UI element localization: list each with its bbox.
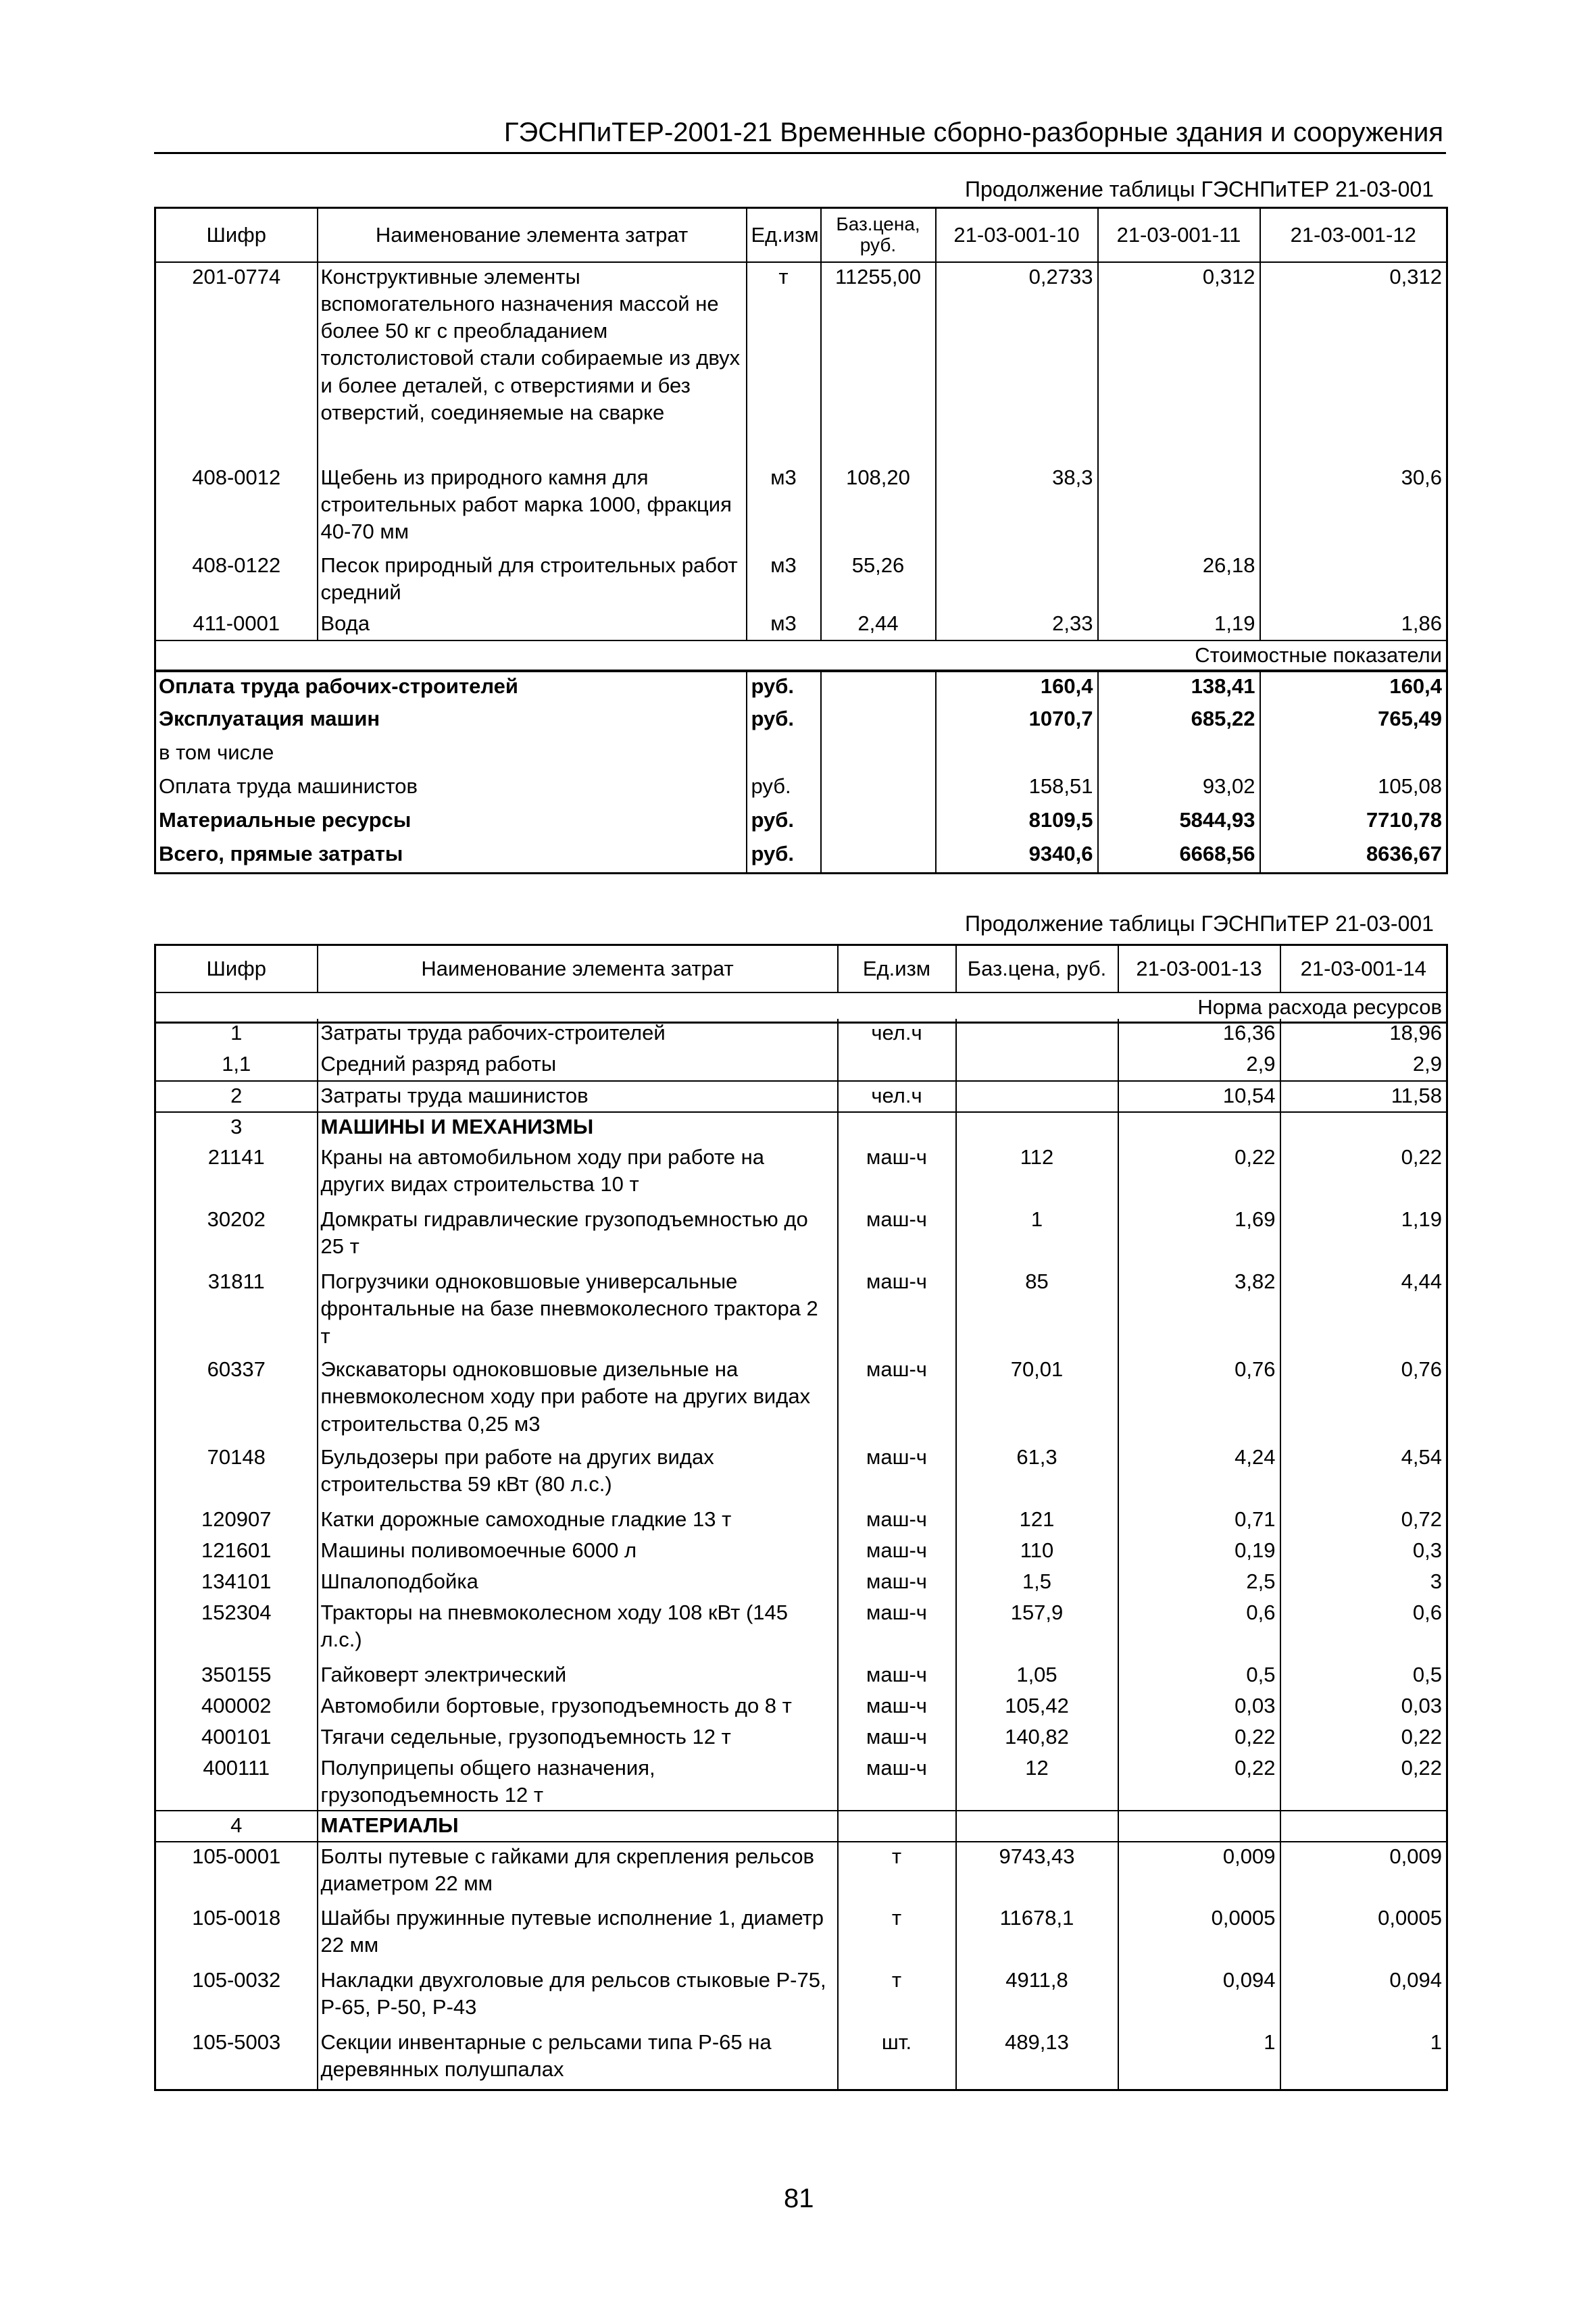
cell-value: 765,49: [1260, 705, 1447, 738]
cell-value: 10,54: [1118, 1081, 1280, 1112]
cell-value: 0,22: [1280, 1143, 1447, 1205]
cell-unit: маш-ч: [838, 1599, 956, 1661]
cell-price: 157,9: [956, 1599, 1118, 1661]
cell-value: [1280, 1112, 1447, 1143]
cell-code: 70148: [155, 1443, 318, 1505]
page-header-title: ГЭСНПиТЕР-2001-21 Временные сборно-разборные здания и сооружения: [503, 118, 1443, 147]
cell-value: 0,72: [1280, 1505, 1447, 1536]
cell-price: 12: [956, 1754, 1118, 1811]
table-row: [155, 1567, 1447, 1599]
cell-price: [956, 1019, 1118, 1050]
cost-row: [155, 671, 1447, 705]
cost-row: [155, 705, 1447, 738]
section-row: [155, 992, 1447, 1023]
cell-name: Автомобили бортовые, грузоподъемность до 8 т: [318, 1692, 838, 1723]
table-row: [155, 262, 1447, 463]
table-row: [155, 1267, 1447, 1355]
cell-value: 0,03: [1280, 1692, 1447, 1723]
cell-value: 0,19: [1118, 1536, 1280, 1567]
cell-value: 160,4: [936, 671, 1098, 705]
cell-value: [1118, 1811, 1280, 1842]
cost-name: Оплата труда рабочих-строителей: [155, 671, 747, 705]
cell-value: 1070,7: [936, 705, 1098, 738]
section-label: Норма расхода ресурсов: [155, 992, 1447, 1023]
cell-unit: маш-ч: [838, 1754, 956, 1811]
cost-empty: [821, 806, 936, 840]
cost-empty: [821, 840, 936, 874]
table2-caption: Продолжение таблицы ГЭСНПиТЕР 21-03-001: [965, 911, 1434, 936]
cell-value: 6668,56: [1098, 840, 1260, 874]
table-row: [155, 551, 1447, 609]
col-header: Шифр: [155, 208, 318, 262]
cell-value: 4,54: [1280, 1443, 1447, 1505]
cost-row: [155, 738, 1447, 772]
table-row: [155, 1355, 1447, 1443]
cell-code: 408-0012: [155, 463, 318, 551]
cell-value: 685,22: [1098, 705, 1260, 738]
cell-price: [956, 1112, 1118, 1143]
cell-unit: маш-ч: [838, 1692, 956, 1723]
cost-name: Оплата труда машинистов: [155, 772, 747, 806]
cell-unit: маш-ч: [838, 1143, 956, 1205]
cost-unit: руб.: [747, 705, 821, 738]
cell-price: 2,44: [821, 609, 936, 640]
cell-value: 0,0005: [1118, 1904, 1280, 1966]
cell-unit: маш-ч: [838, 1661, 956, 1692]
cell-unit: [838, 1112, 956, 1143]
table-row: [155, 1754, 1447, 1811]
cell-unit: т: [838, 1966, 956, 2028]
cell-unit: маш-ч: [838, 1723, 956, 1754]
table-row: [155, 1143, 1447, 1205]
cell-value: 0,22: [1118, 1723, 1280, 1754]
cell-value: 0,312: [1098, 262, 1260, 463]
cell-name: Щебень из природного камня для строительных работ марка 1000, фракция 40-70 мм: [318, 463, 747, 551]
cell-unit: маш-ч: [838, 1505, 956, 1536]
table-row: [155, 1904, 1447, 1966]
cell-code: 105-0018: [155, 1904, 318, 1966]
cell-value: 158,51: [936, 772, 1098, 806]
cost-unit: руб.: [747, 840, 821, 874]
cell-code: 134101: [155, 1567, 318, 1599]
cell-value: 105,08: [1260, 772, 1447, 806]
col-header: 21-03-001-12: [1260, 208, 1447, 262]
cell-value: 0,094: [1118, 1966, 1280, 2028]
cell-value: 0,009: [1280, 1842, 1447, 1904]
cost-unit: руб.: [747, 671, 821, 705]
cell-unit: маш-ч: [838, 1443, 956, 1505]
cell-name: Секции инвентарные с рельсами типа Р-65 на деревянных полушпалах: [318, 2028, 838, 2090]
cost-empty: [821, 705, 936, 738]
cell-value: 1,86: [1260, 609, 1447, 640]
cell-name: Шпалоподбойка: [318, 1567, 838, 1599]
cell-price: 1,5: [956, 1567, 1118, 1599]
cell-unit: чел.ч: [838, 1081, 956, 1112]
cell-value: 5844,93: [1098, 806, 1260, 840]
table-row: [155, 463, 1447, 551]
cell-value: 0,6: [1118, 1599, 1280, 1661]
cell-name: Песок природный для строительных работ средний: [318, 551, 747, 609]
cell-unit: маш-ч: [838, 1536, 956, 1567]
cell-price: 55,26: [821, 551, 936, 609]
cell-price: 4911,8: [956, 1966, 1118, 2028]
cell-unit: м3: [747, 609, 821, 640]
cell-code: 411-0001: [155, 609, 318, 640]
cell-value: 30,6: [1260, 463, 1447, 551]
cell-value: 8109,5: [936, 806, 1098, 840]
cell-name: Полуприцепы общего назначения, грузоподъемность 12 т: [318, 1754, 838, 1811]
table-row: [155, 2028, 1447, 2090]
cell-unit: маш-ч: [838, 1267, 956, 1355]
cell-code: 350155: [155, 1661, 318, 1692]
cell-value: 138,41: [1098, 671, 1260, 705]
cell-value: 4,44: [1280, 1267, 1447, 1355]
cost-unit: руб.: [747, 772, 821, 806]
cell-value: 0,22: [1118, 1754, 1280, 1811]
cost-name: Всего, прямые затраты: [155, 840, 747, 874]
cost-name: в том числе: [155, 738, 747, 772]
cell-name: Экскаваторы одноковшовые дизельные на пневмоколесном ходу при работе на других видах строительства 0,25 м3: [318, 1355, 838, 1443]
cell-price: 70,01: [956, 1355, 1118, 1443]
table-row: [155, 1205, 1447, 1267]
cost-empty: [821, 738, 936, 772]
cell-code: 201-0774: [155, 262, 318, 463]
cell-value: 93,02: [1098, 772, 1260, 806]
table2-rows: [155, 1019, 1447, 2090]
table-row: [155, 1050, 1447, 1081]
cell-value: 2,5: [1118, 1567, 1280, 1599]
table-row: [155, 609, 1447, 640]
cell-code: 400111: [155, 1754, 318, 1811]
cell-price: 9743,43: [956, 1842, 1118, 1904]
cell-price: 61,3: [956, 1443, 1118, 1505]
cell-name: МАТЕРИАЛЫ: [318, 1811, 838, 1842]
cell-code: 3: [155, 1112, 318, 1143]
cell-value: 4,24: [1118, 1443, 1280, 1505]
cell-name: Машины поливомоечные 6000 л: [318, 1536, 838, 1567]
cell-price: [956, 1050, 1118, 1081]
cell-name: Затраты труда рабочих-строителей: [318, 1019, 838, 1050]
cell-price: 110: [956, 1536, 1118, 1567]
cost-empty: [821, 772, 936, 806]
cell-value: 0,76: [1280, 1355, 1447, 1443]
cell-name: Тракторы на пневмоколесном ходу 108 кВт (145 л.с.): [318, 1599, 838, 1661]
cell-value: 9340,6: [936, 840, 1098, 874]
cell-unit: т: [838, 1904, 956, 1966]
cell-value: [936, 738, 1098, 772]
section-label: Стоимостные показатели: [155, 640, 1447, 671]
cost-row: [155, 806, 1447, 840]
cell-code: 1,1: [155, 1050, 318, 1081]
cell-name: Болты путевые с гайками для скрепления рельсов диаметром 22 мм: [318, 1842, 838, 1904]
cell-code: 121601: [155, 1536, 318, 1567]
section-row: [155, 640, 1447, 671]
table-row: [155, 1692, 1447, 1723]
cell-price: [956, 1811, 1118, 1842]
cell-code: 408-0122: [155, 551, 318, 609]
cell-value: 0,71: [1118, 1505, 1280, 1536]
cell-value: 2,33: [936, 609, 1098, 640]
cell-value: [1280, 1811, 1447, 1842]
cell-code: 400002: [155, 1692, 318, 1723]
cell-value: 0,094: [1280, 1966, 1447, 2028]
table1-caption: Продолжение таблицы ГЭСНПиТЕР 21-03-001: [965, 177, 1434, 201]
table-row: [155, 1019, 1447, 1050]
cell-value: 0,6: [1280, 1599, 1447, 1661]
cost-unit: руб.: [747, 806, 821, 840]
cell-value: 3: [1280, 1567, 1447, 1599]
cell-value: [1118, 1112, 1280, 1143]
cell-code: 105-0001: [155, 1842, 318, 1904]
cell-unit: м3: [747, 551, 821, 609]
table-row: [155, 1536, 1447, 1567]
table-row: [155, 1966, 1447, 2028]
col-header: 21-03-001-13: [1118, 945, 1280, 992]
cell-price: 1: [956, 1205, 1118, 1267]
cell-name: Погрузчики одноковшовые универсальные фронтальные на базе пневмоколесного трактора 2 т: [318, 1267, 838, 1355]
cell-price: 11678,1: [956, 1904, 1118, 1966]
table1: [154, 207, 1448, 874]
cell-value: 1,19: [1098, 609, 1260, 640]
table-row: [155, 1081, 1447, 1112]
cell-value: 18,96: [1280, 1019, 1447, 1050]
cell-unit: маш-ч: [838, 1205, 956, 1267]
cell-value: 0,0005: [1280, 1904, 1447, 1966]
cell-code: 21141: [155, 1143, 318, 1205]
cell-value: 11,58: [1280, 1081, 1447, 1112]
col-header: 21-03-001-11: [1098, 208, 1260, 262]
cell-value: 26,18: [1098, 551, 1260, 609]
table1-header-row: [155, 208, 1447, 262]
cell-code: 120907: [155, 1505, 318, 1536]
cell-value: 0,22: [1280, 1723, 1447, 1754]
table-row: [155, 1505, 1447, 1536]
cell-price: 1,05: [956, 1661, 1118, 1692]
col-header: Ед.изм: [747, 208, 821, 262]
cell-code: 60337: [155, 1355, 318, 1443]
cell-value: 0,2733: [936, 262, 1098, 463]
page-header: [154, 115, 1446, 154]
cell-name: Домкраты гидравлические грузоподъемностью до 25 т: [318, 1205, 838, 1267]
cell-unit: чел.ч: [838, 1019, 956, 1050]
cell-name: Вода: [318, 609, 747, 640]
cost-unit: [747, 738, 821, 772]
table2-header-row: [155, 945, 1447, 992]
cell-value: [1098, 738, 1260, 772]
cost-empty: [821, 671, 936, 705]
cell-value: 160,4: [1260, 671, 1447, 705]
cell-code: 400101: [155, 1723, 318, 1754]
cell-price: 121: [956, 1505, 1118, 1536]
cell-unit: шт.: [838, 2028, 956, 2090]
cell-name: Краны на автомобильном ходу при работе на других видах строительства 10 т: [318, 1143, 838, 1205]
cell-name: Шайбы пружинные путевые исполнение 1, диаметр 22 мм: [318, 1904, 838, 1966]
cell-value: 1: [1118, 2028, 1280, 2090]
table-row: [155, 1723, 1447, 1754]
cell-code: 4: [155, 1811, 318, 1842]
cell-value: 1: [1280, 2028, 1447, 2090]
col-header: Наименование элемента затрат: [318, 208, 747, 262]
cell-value: 1,19: [1280, 1205, 1447, 1267]
cell-name: МАШИНЫ И МЕХАНИЗМЫ: [318, 1112, 838, 1143]
cell-value: 0,009: [1118, 1842, 1280, 1904]
table-row: [155, 1599, 1447, 1661]
cell-value: 0,03: [1118, 1692, 1280, 1723]
cell-code: 105-0032: [155, 1966, 318, 2028]
cell-value: [1260, 551, 1447, 609]
table-row: [155, 1842, 1447, 1904]
col-header: 21-03-001-14: [1280, 945, 1447, 992]
cell-name: Затраты труда машинистов: [318, 1081, 838, 1112]
cell-name: Бульдозеры при работе на других видах строительства 59 кВт (80 л.с.): [318, 1443, 838, 1505]
cell-value: 3,82: [1118, 1267, 1280, 1355]
cell-name: Катки дорожные самоходные гладкие 13 т: [318, 1505, 838, 1536]
cell-code: 30202: [155, 1205, 318, 1267]
cost-name: Материальные ресурсы: [155, 806, 747, 840]
cell-price: 112: [956, 1143, 1118, 1205]
cell-code: 152304: [155, 1599, 318, 1661]
cell-value: 0,76: [1118, 1355, 1280, 1443]
cell-price: 85: [956, 1267, 1118, 1355]
cell-value: 2,9: [1280, 1050, 1447, 1081]
cell-price: [956, 1081, 1118, 1112]
cell-unit: м3: [747, 463, 821, 551]
col-header: Наименование элемента затрат: [318, 945, 838, 992]
cell-name: Конструктивные элементы вспомогательного назначения массой не более 50 кг с преобладанием толстолистовой стали собираемые из двух и более деталей, с отверстиями и без отверстий, соединяемые на сварке: [318, 262, 747, 463]
cell-value: 8636,67: [1260, 840, 1447, 874]
table-row: [155, 1443, 1447, 1505]
table2-body: [154, 1019, 1448, 2091]
cell-price: 140,82: [956, 1723, 1118, 1754]
cell-price: 108,20: [821, 463, 936, 551]
cost-row: [155, 840, 1447, 874]
cell-value: [1098, 463, 1260, 551]
cell-value: [936, 551, 1098, 609]
cell-unit: [838, 1050, 956, 1081]
table-row: [155, 1112, 1447, 1143]
cell-name: Тягачи седельные, грузоподъемность 12 т: [318, 1723, 838, 1754]
cell-code: 31811: [155, 1267, 318, 1355]
page-number: 81: [784, 2184, 814, 2213]
col-header: 21-03-001-10: [936, 208, 1098, 262]
col-header: Баз.цена, руб.: [956, 945, 1118, 992]
cell-name: Накладки двухголовые для рельсов стыковые Р-75, Р-65, Р-50, Р-43: [318, 1966, 838, 2028]
cell-unit: т: [838, 1842, 956, 1904]
cell-value: 16,36: [1118, 1019, 1280, 1050]
cell-value: 0,5: [1118, 1661, 1280, 1692]
table-row: [155, 1811, 1447, 1842]
cell-value: 0,312: [1260, 262, 1447, 463]
cost-row: [155, 772, 1447, 806]
cell-value: 0,22: [1118, 1143, 1280, 1205]
cell-price: 11255,00: [821, 262, 936, 463]
cell-value: 38,3: [936, 463, 1098, 551]
cell-value: 2,9: [1118, 1050, 1280, 1081]
col-header: Ед.изм: [838, 945, 956, 992]
cell-code: 2: [155, 1081, 318, 1112]
cell-value: 0,3: [1280, 1536, 1447, 1567]
cell-price: 105,42: [956, 1692, 1118, 1723]
cell-name: Средний разряд работы: [318, 1050, 838, 1081]
cell-unit: [838, 1811, 956, 1842]
table-row: [155, 1661, 1447, 1692]
cell-value: [1260, 738, 1447, 772]
col-header: Баз.цена, руб.: [821, 208, 936, 262]
col-header: Шифр: [155, 945, 318, 992]
cell-value: 0,22: [1280, 1754, 1447, 1811]
cell-code: 1: [155, 1019, 318, 1050]
cell-unit: маш-ч: [838, 1355, 956, 1443]
table2: [154, 944, 1448, 1024]
cell-name: Гайковерт электрический: [318, 1661, 838, 1692]
cell-value: 0,5: [1280, 1661, 1447, 1692]
cell-value: 1,69: [1118, 1205, 1280, 1267]
cell-code: 105-5003: [155, 2028, 318, 2090]
cell-unit: маш-ч: [838, 1567, 956, 1599]
cell-price: 489,13: [956, 2028, 1118, 2090]
cost-name: Эксплуатация машин: [155, 705, 747, 738]
cell-value: 7710,78: [1260, 806, 1447, 840]
cell-unit: т: [747, 262, 821, 463]
